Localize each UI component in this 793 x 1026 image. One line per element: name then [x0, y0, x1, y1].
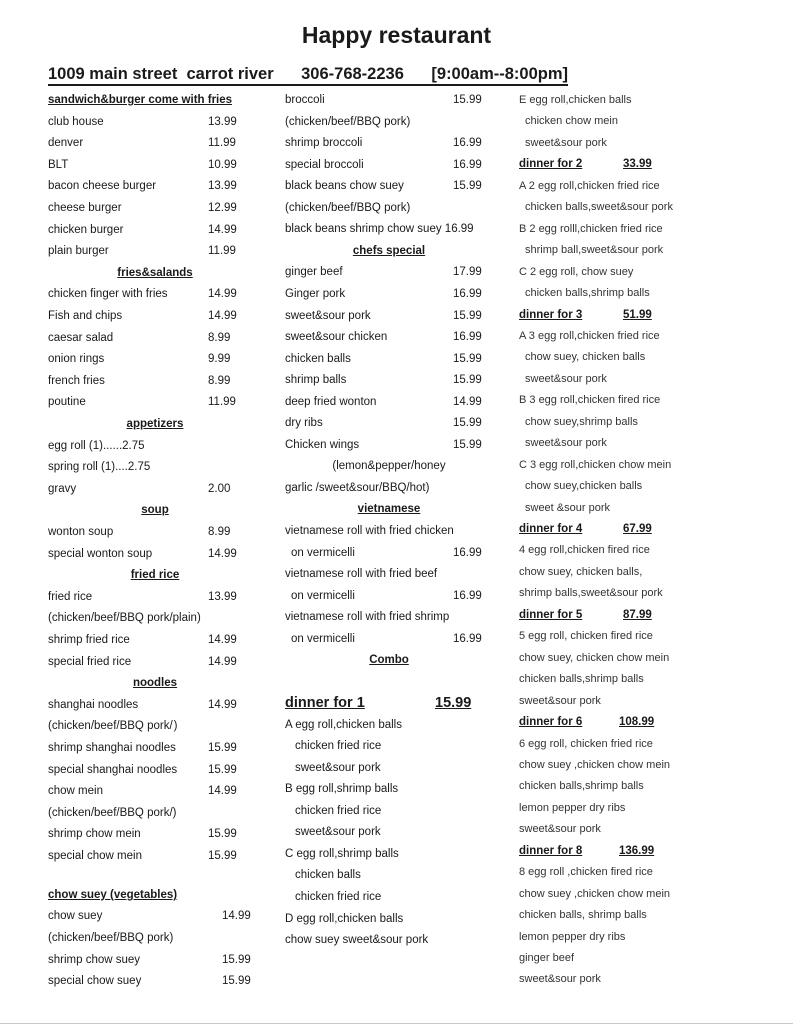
col1-row	[48, 609, 248, 627]
menu-item-name: sweet&sour pork	[295, 761, 381, 774]
menu-item-name: vietnamese roll with fried beef	[285, 568, 438, 581]
menu-item-name: sweet&sour pork	[519, 823, 601, 836]
col3-row	[519, 348, 719, 366]
menu-item-price: 15.99	[435, 695, 472, 712]
menu-item-price: 14.99	[222, 910, 251, 923]
menu-item-name: sweet&sour pork	[285, 309, 371, 322]
menu-item-name: chicken burger	[48, 223, 124, 236]
menu-item-price: 14.99	[208, 547, 237, 560]
menu-item-name: dinner for 8	[519, 844, 583, 857]
col1-row	[48, 329, 248, 347]
col1-row	[48, 113, 248, 131]
col1-row	[48, 825, 248, 843]
menu-item-name: chicken fried rice	[295, 740, 382, 753]
menu-item-name: denver	[48, 137, 84, 150]
menu-item-name: caesar salad	[48, 331, 114, 344]
menu-item-name: french fries	[48, 374, 105, 387]
menu-item-price: 136.99	[619, 844, 655, 857]
menu-item-name: spring roll (1)....2.75	[48, 461, 151, 474]
menu-item-name: E egg roll,chicken balls	[519, 94, 632, 106]
menu-item-name: chow mein	[48, 785, 103, 798]
col1-row	[48, 177, 248, 195]
menu-item-price: 16.99	[453, 287, 482, 300]
col3-row	[519, 777, 719, 795]
col1-row	[48, 674, 248, 692]
menu-item-price: 13.99	[208, 180, 237, 193]
menu-item-price: 87.99	[623, 608, 652, 621]
col3-row	[519, 756, 719, 774]
col3-row	[519, 284, 719, 302]
menu-item-name: chicken balls	[295, 869, 361, 882]
menu-item-name: (chicken/beef/BBQ pork/plain)	[48, 612, 201, 625]
col3-row	[519, 970, 719, 988]
col2-row	[285, 866, 495, 884]
menu-item-name: ginger beef	[285, 266, 343, 279]
menu-item-price: 8.99	[208, 374, 231, 387]
menu-item-price: 11.99	[208, 396, 236, 409]
menu-item-name: on vermicelli	[291, 632, 355, 645]
menu-item-price: 14.99	[208, 223, 237, 236]
col1-row	[48, 761, 248, 779]
menu-item-name: C egg roll,shrimp balls	[285, 847, 399, 860]
col3-row	[519, 541, 719, 559]
col3-row	[519, 885, 719, 903]
col2-row	[285, 220, 495, 238]
menu-item-name: cheese burger	[48, 202, 122, 214]
col3-row	[519, 863, 719, 881]
menu-item-price: 13.99	[208, 590, 237, 603]
menu-item-name: sweet&sour pork	[525, 372, 607, 385]
menu-item-name: shrimp balls	[285, 374, 347, 387]
menu-item-name: shrimp chow mein	[48, 828, 141, 841]
col2-row	[285, 802, 495, 820]
col1-row	[48, 156, 248, 174]
menu-item-name: sandwich&burger come with fries	[48, 94, 233, 106]
col3-row	[519, 477, 719, 495]
menu-item-name: B 2 egg rolll,chicken fried rice	[519, 222, 663, 235]
col3-row	[519, 713, 719, 731]
menu-item-name: poutine	[48, 396, 86, 409]
col2-row	[285, 630, 495, 648]
col2-row	[285, 694, 495, 712]
menu-item-name: chow suey, chicken chow mein	[519, 651, 670, 664]
col2-row	[285, 823, 495, 841]
menu-item-price: 12.99	[208, 202, 237, 214]
menu-item-name: broccoli	[285, 94, 325, 106]
menu-item-price: 17.99	[453, 266, 482, 279]
col2-row	[285, 393, 495, 411]
menu-item-name: on vermicelli	[291, 546, 355, 559]
col3-row	[519, 391, 719, 409]
col3-row	[519, 198, 719, 216]
menu-item-name: black beans chow suey	[285, 180, 404, 193]
col2-row	[285, 156, 495, 174]
menu-item-name: dinner for 2	[519, 158, 583, 171]
menu-item-name: wonton soup	[48, 526, 114, 538]
col2-row	[285, 414, 495, 432]
address-line: 1009 main street carrot river 306-768-2236 [9:00am--8:00pm]	[48, 64, 568, 86]
col2-row	[285, 263, 495, 281]
menu-item-name: shrimp broccoli	[285, 137, 363, 150]
menu-item-name: chicken balls,shrimp balls	[525, 287, 650, 300]
menu-item-name: sweet&sour pork	[525, 437, 607, 450]
col3-row	[519, 949, 719, 967]
menu-item-name: dinner for 1	[285, 695, 365, 712]
menu-item-name: vietnamese roll with fried chicken	[285, 525, 454, 537]
menu-item-name: shrimp chow suey	[48, 953, 141, 966]
col2-row	[285, 931, 495, 949]
col3-row	[519, 906, 719, 924]
col1-row	[48, 566, 248, 584]
menu-item-price: 15.99	[453, 438, 482, 451]
col2-row	[285, 759, 495, 777]
col2-row	[285, 910, 495, 928]
menu-item-name: chow suey ,chicken chow mein	[519, 887, 671, 900]
menu-item-name: garlic /sweet&sour/BBQ/hot)	[285, 481, 430, 494]
menu-item-name: (chicken/beef/BBQ pork/)	[48, 806, 177, 819]
col1-row	[48, 393, 248, 411]
col3-row	[519, 799, 719, 817]
menu-item-price: 16.99	[453, 546, 482, 559]
col3-row	[519, 735, 719, 753]
col3-row	[519, 306, 719, 324]
menu-item-price: 8.99	[208, 331, 231, 344]
menu-item-name: chow suey sweet&sour pork	[285, 934, 429, 947]
menu-item-name: special wonton soup	[48, 547, 153, 560]
menu-item-name: soup	[141, 504, 169, 517]
menu-item-name: gravy	[48, 482, 77, 495]
menu-item-name: appetizers	[126, 418, 184, 430]
menu-item-name: vietnamese roll with fried shrimp	[285, 611, 450, 624]
col2-row	[285, 500, 495, 518]
menu-item-price: 15.99	[453, 417, 482, 430]
menu-item-price: 15.99	[453, 94, 482, 106]
menu-item-name: chow suey (vegetables)	[48, 888, 178, 901]
menu-item-price: 15.99	[453, 180, 482, 193]
menu-item-name: bacon cheese burger	[48, 180, 157, 193]
menu-item-name: sweet &sour pork	[525, 501, 610, 514]
col3-row	[519, 263, 719, 281]
page-bottom-edge	[0, 1023, 793, 1024]
col2-row	[285, 780, 495, 798]
menu-item-name: chow suey, chicken balls,	[519, 565, 643, 578]
col2-row	[285, 436, 495, 454]
menu-item-price: 15.99	[222, 975, 251, 988]
menu-item-name: A 2 egg roll,chicken fried rice	[519, 179, 660, 192]
col1-row	[48, 199, 248, 217]
menu-item-price: 108.99	[619, 716, 655, 729]
col1-row	[48, 134, 248, 152]
col3-row	[519, 91, 719, 109]
col3-row	[519, 820, 719, 838]
menu-item-name: Ginger pork	[285, 287, 346, 300]
menu-item-name: (chicken/beef/BBQ pork)	[48, 932, 174, 945]
menu-item-name: (lemon&pepper/honey	[332, 460, 446, 473]
menu-item-name: chicken chow mein	[525, 115, 618, 128]
menu-item-name: chow suey, chicken balls	[525, 351, 646, 364]
menu-item-name: fried rice	[130, 569, 180, 582]
menu-item-name: on vermicelli	[291, 589, 355, 602]
col2-row	[285, 371, 495, 389]
col1-row	[48, 804, 248, 822]
col2-row	[285, 716, 495, 734]
col1-row	[48, 523, 248, 541]
col2-row	[285, 285, 495, 303]
menu-item-name: sweet&sour pork	[519, 694, 601, 707]
menu-item-price: 16.99	[453, 137, 482, 150]
col2-row	[285, 242, 495, 260]
col2-row	[285, 888, 495, 906]
col1-row	[48, 907, 251, 925]
col2-row	[285, 522, 495, 540]
col3-row	[519, 112, 719, 130]
col3-row	[519, 670, 719, 688]
menu-item-price: 16.99	[453, 589, 482, 602]
menu-item-name: dinner for 4	[519, 523, 583, 535]
col1-row	[48, 929, 248, 947]
menu-item-name: special chow mein	[48, 850, 142, 862]
col1-row	[48, 951, 251, 969]
col2-row	[285, 651, 495, 669]
menu-item-price: 16.99	[453, 158, 482, 171]
col2-row	[285, 587, 495, 605]
menu-item-name: deep fried wonton	[285, 395, 377, 408]
menu-item-price: 14.99	[208, 698, 237, 711]
menu-item-name: chow suey	[48, 910, 103, 923]
menu-item-name: dinner for 3	[519, 308, 583, 321]
menu-item-name: special shanghai noodles	[48, 763, 178, 776]
menu-item-name: special broccoli	[285, 158, 364, 171]
col2-row	[285, 113, 495, 131]
menu-item-name: shrimp ball,sweet&sour pork	[525, 244, 664, 257]
col1-row	[48, 886, 248, 904]
col1-row	[48, 91, 248, 109]
col2-row	[285, 608, 495, 626]
col1-row	[48, 307, 248, 325]
col3-row	[519, 434, 719, 452]
menu-item-name: noodles	[132, 677, 178, 690]
menu-item-name: 5 egg roll, chicken fired rice	[519, 630, 653, 643]
menu-item-price: 16.99	[453, 331, 482, 344]
menu-item-name: chow suey,chicken balls	[525, 480, 643, 493]
menu-item-price: 15.99	[208, 850, 237, 862]
col1-row	[48, 631, 248, 649]
col3-row	[519, 241, 719, 259]
menu-item-price: 2.00	[208, 482, 231, 495]
col1-row	[48, 717, 248, 735]
menu-item-name: Chicken wings	[285, 438, 360, 451]
col3-row	[519, 220, 719, 238]
col3-row	[519, 499, 719, 517]
menu-item-name: chow suey,shrimp balls	[525, 415, 638, 428]
menu-item-name: chow suey ,chicken chow mein	[519, 758, 671, 771]
menu-item-name: fries&salands	[117, 266, 193, 279]
menu-item-name: chicken fried rice	[295, 891, 382, 904]
col1-row	[48, 285, 248, 303]
menu-item-price: 14.99	[208, 655, 237, 668]
menu-item-name: C 3 egg roll,chicken chow mein	[519, 458, 672, 471]
menu-item-name: B 3 egg roll,chicken fired rice	[519, 394, 661, 407]
menu-item-price: 16.99	[453, 632, 482, 645]
menu-item-name: lemon pepper dry ribs	[519, 801, 626, 814]
col2-row	[285, 307, 495, 325]
col2-row	[285, 565, 495, 583]
menu-item-name: 6 egg roll, chicken fried rice	[519, 737, 653, 750]
menu-item-name: plain burger	[48, 245, 109, 258]
menu-item-price: 15.99	[453, 309, 482, 322]
menu-item-price: 15.99	[208, 742, 237, 754]
col1-row	[48, 972, 251, 990]
menu-item-name: chicken balls,shrimp balls	[519, 673, 644, 686]
col3-row	[519, 155, 719, 173]
menu-item-name: chicken balls,sweet&sour pork	[525, 201, 673, 214]
menu-item-name: dinner for 5	[519, 608, 583, 621]
menu-item-name: Fish and chips	[48, 310, 123, 322]
menu-item-price: 51.99	[623, 308, 652, 321]
col1-row	[48, 545, 248, 563]
menu-item-price: 15.99	[208, 828, 237, 841]
menu-item-name: fried rice	[48, 590, 93, 603]
col1-row	[48, 437, 248, 455]
menu-item-name: chicken fried rice	[295, 804, 382, 817]
col3-row	[519, 456, 719, 474]
menu-item-price: 13.99	[208, 115, 237, 128]
col2-row	[285, 177, 495, 195]
col1-row	[48, 242, 248, 260]
menu-item-name: chicken balls	[285, 352, 351, 365]
menu-item-name: sweet&sour chicken	[285, 331, 388, 344]
col3-row	[519, 606, 719, 624]
col3-row	[519, 842, 719, 860]
col1-row	[48, 847, 248, 865]
col3-row	[519, 177, 719, 195]
col3-row	[519, 928, 719, 946]
menu-item-name: club house	[48, 115, 104, 128]
col2-row	[285, 134, 495, 152]
menu-item-price: 11.99	[208, 137, 236, 150]
menu-item-price: 14.99	[208, 310, 237, 322]
menu-item-name: (chicken/beef/BBQ pork)	[285, 201, 411, 214]
menu-item-price: 15.99	[453, 374, 482, 387]
col3-row	[519, 584, 719, 602]
menu-item-price: 11.99	[208, 245, 236, 258]
menu-item-name: special chow suey	[48, 975, 142, 988]
menu-item-name: sweet&sour pork	[295, 826, 381, 839]
menu-item-name: chicken balls,shrimp balls	[519, 780, 644, 793]
menu-item-name: special fried rice	[48, 655, 132, 668]
menu-item-price: 14.99	[453, 395, 482, 408]
menu-item-price: 14.99	[208, 785, 237, 798]
menu-item-name: A egg roll,chicken balls	[285, 718, 402, 731]
col3-row	[519, 692, 719, 710]
col1-row	[48, 653, 248, 671]
menu-item-name: BLT	[48, 158, 69, 171]
col2-row	[285, 457, 495, 475]
menu-item-name: A 3 egg roll,chicken fried rice	[519, 329, 660, 342]
menu-item-name: shrimp balls,sweet&sour pork	[519, 587, 663, 600]
menu-item-name: vietnamese	[357, 503, 421, 516]
menu-item-name: (chicken/beef/BBQ pork)	[285, 115, 411, 128]
menu-item-name: B egg roll,shrimp balls	[285, 783, 399, 796]
col3-row	[519, 649, 719, 667]
col2-row	[285, 845, 495, 863]
menu-item-name: shrimp fried rice	[48, 634, 130, 646]
col1-row	[48, 480, 248, 498]
menu-item-name: sweet&sour pork	[519, 973, 601, 986]
col3-row	[519, 563, 719, 581]
menu-item-name: chefs special	[352, 244, 426, 257]
menu-item-name: dinner for 6	[519, 716, 583, 729]
menu-item-price: 67.99	[623, 523, 652, 535]
menu-item-price: 15.99	[453, 352, 482, 365]
menu-item-price: 33.99	[623, 158, 652, 171]
col1-row	[48, 696, 248, 714]
menu-item-price: 15.99	[222, 953, 251, 966]
col2-row	[285, 91, 495, 109]
col3-row	[519, 134, 719, 152]
col2-row	[285, 737, 495, 755]
menu-item-name: C 2 egg roll, chow suey	[519, 265, 634, 278]
col3-row	[519, 413, 719, 431]
menu-item-name: chicken balls, shrimp balls	[519, 909, 647, 922]
menu-item-name: black beans shrimp chow suey 16.99	[285, 223, 474, 236]
menu-item-name: 4 egg roll,chicken fired rice	[519, 544, 650, 557]
col2-row	[285, 479, 495, 497]
menu-item-price: 8.99	[208, 526, 231, 538]
menu-item-name: egg roll (1)......2.75	[48, 439, 145, 452]
menu-item-price: 14.99	[208, 634, 237, 646]
menu-item-name: onion rings	[48, 353, 105, 366]
col1-row	[48, 501, 248, 519]
col1-row	[48, 372, 248, 390]
menu-item-name: lemon pepper dry ribs	[519, 930, 626, 943]
menu-item-price: 9.99	[208, 353, 231, 366]
col2-row	[285, 544, 495, 562]
col1-row	[48, 458, 248, 476]
menu-item-price: 14.99	[208, 288, 237, 301]
menu-item-name: (chicken/beef/BBQ pork/ )	[48, 720, 178, 733]
col3-row	[519, 327, 719, 345]
menu-item-name: sweet&sour pork	[525, 136, 607, 149]
menu-item-name: shrimp shanghai noodles	[48, 742, 176, 754]
col2-row	[285, 199, 495, 217]
col1-row	[48, 415, 248, 433]
menu-item-name: D egg roll,chicken balls	[285, 912, 404, 925]
menu-item-name: dry ribs	[285, 417, 323, 430]
col2-row	[285, 328, 495, 346]
menu-item-price: 10.99	[208, 158, 237, 171]
col1-row	[48, 264, 248, 282]
menu-item-price: 15.99	[208, 763, 237, 776]
menu-item-name: Combo	[369, 654, 409, 667]
col1-row	[48, 350, 248, 368]
col1-row	[48, 221, 248, 239]
col2-row	[285, 350, 495, 368]
col3-row	[519, 370, 719, 388]
col1-row	[48, 588, 248, 606]
col3-row	[519, 627, 719, 645]
col1-row	[48, 739, 248, 757]
col1-row	[48, 782, 248, 800]
col3-row	[519, 520, 719, 538]
menu-item-name: ginger beef	[519, 952, 575, 964]
menu-item-name: shanghai noodles	[48, 698, 139, 711]
menu-item-name: 8 egg roll ,chicken fired rice	[519, 866, 653, 879]
menu-item-name: chicken finger with fries	[48, 288, 168, 301]
restaurant-title: Happy restaurant	[301, 22, 492, 48]
